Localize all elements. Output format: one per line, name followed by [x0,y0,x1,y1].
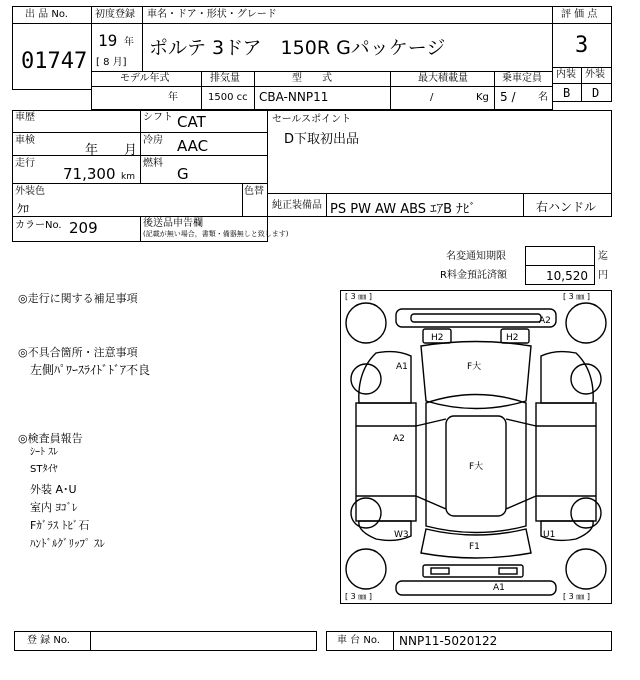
inspector-item: STﾀｲﾔ [30,464,58,475]
registration-year: 19 [98,31,118,50]
car-name-label: 車名・ドア・形状・グレード [147,9,277,20]
displacement-label: 排気量 [210,73,240,84]
sales-point: D下取初出品 [284,132,360,147]
shift: CAT [177,113,206,131]
type: CBA-NNP11 [259,90,329,104]
score-box [552,6,612,102]
max-load-slash: / [430,92,434,103]
ac-label: 冷房 [143,135,163,146]
registration-no-label: 登 録 No. [27,635,70,646]
shift-label: シフト [143,112,173,123]
name-change-field [525,246,595,266]
defects-item: 左側ﾊﾟﾜｰｽﾗｲﾄﾞﾄﾞｱ不良 [30,363,151,377]
first-registration-box [91,6,143,72]
damage-mark-h2-left: H2 [431,333,444,343]
displacement: 1500 cc [208,92,248,103]
first-registration-label: 初度登録 [95,9,135,20]
exterior-color: ｸﾛ [17,202,30,216]
inspector-item: Fｶﾞﾗｽ ﾄﾋﾞ石 [30,519,90,532]
interior-grade: B [563,86,571,100]
corner-label-br: [ 3 ㎜ ] [563,592,590,601]
mileage-unit: km [121,172,135,182]
model-year-label: モデル年式 [120,73,170,84]
score-label: 評 価 点 [561,9,598,20]
corner-label-bl: [ 3 ㎜ ] [345,592,372,601]
lot-number: 01747 [21,49,88,74]
interior-grade-label: 内装 [556,69,576,80]
damage-mark-f1: F1 [469,542,480,552]
inspector-item: 室内 ﾖｺﾞﾚ [30,501,78,514]
damage-mark-h2-right: H2 [506,333,519,343]
damage-mark-a2-side: A2 [393,434,405,444]
mileage: 71,300 [63,165,116,183]
car-outline [341,291,611,603]
lot-number-label: 出 品 No. [25,9,68,20]
fuel-label: 燃料 [143,158,163,169]
recycle-unit: 円 [598,270,608,281]
score: 3 [575,33,589,58]
steering: 右ハンドル [536,200,597,214]
registration-no-box [14,631,317,651]
ac: AAC [177,137,209,155]
registration-month: [ 8 月] [96,57,127,68]
inspector-report-title: ◎検査員報告 [18,432,83,445]
sales-point-box [267,110,612,194]
damage-mark-f-roof: F大 [469,462,484,472]
spec-row [91,71,553,110]
damage-mark-w3: W3 [394,530,409,540]
color-change-label: 色替 [244,186,264,197]
color-no: 209 [69,219,98,237]
capacity-label: 乗車定員 [502,73,542,84]
damage-mark-a1-bottom: A1 [493,583,505,593]
model-year-unit: 年 [168,92,178,103]
recycle-field [525,265,595,285]
registration-year-unit: 年 [124,37,134,48]
capacity-unit: 名 [538,92,548,103]
recycle-label: R料金預託済額 [440,270,507,281]
damage-mark-u1: U1 [543,530,556,540]
inspector-item: 外装 A･U [30,483,77,496]
inspector-item: ｼｰﾄ ｽﾚ [30,447,59,458]
inspection-label: 車検 [15,135,35,146]
inspector-item: ﾊﾝﾄﾞﾙｸﾞﾘｯﾌﾟ ｽﾚ [30,537,105,550]
chassis-no-box [326,631,612,651]
damage-mark-a2-top: A2 [539,316,551,326]
name-change-unit: 迄 [598,251,608,262]
chassis-no: NNP11-5020122 [399,634,498,648]
chassis-no-label: 車 台 No. [337,635,380,646]
sales-point-label: セールスポイント [272,114,352,125]
after-note: (記載が無い場合，書類・備器無しと致します) [143,230,289,238]
car-diagram [340,290,612,604]
inspection-value: 年 月 [85,143,138,158]
exterior-grade-label: 外装 [585,69,605,80]
max-load-unit: Kg [476,92,489,103]
corner-label-tr: [ 3 ㎜ ] [563,292,590,301]
exterior-grade: D [592,86,600,100]
after-label: 後送品申告欄 [143,218,203,229]
details-box [12,110,289,242]
max-load-label: 最大積載量 [418,73,468,84]
equipment-label: 純正装備品 [272,200,322,211]
mileage-label: 走行 [15,158,35,169]
driving-notes-title: ◎走行に関する補足事項 [18,292,138,305]
capacity: 5 / [500,90,516,104]
equipment-box [267,193,612,217]
corner-label-tl: [ 3 ㎜ ] [345,292,372,301]
lot-number-box [12,6,92,90]
car-name: ポルテ 3ドア 150R Gパッケージ [149,37,446,59]
damage-mark-f-hood: F大 [467,362,482,372]
exterior-color-label: 外装色 [15,186,45,197]
car-name-box [142,6,553,72]
color-no-label: カラーNo. [15,220,62,231]
type-label: 型 式 [292,73,332,84]
name-change-label: 名変通知期限 [446,251,506,262]
equipment: PS PW AW ABS ｴｱB ﾅﾋﾞ [330,202,476,217]
damage-mark-a1-side: A1 [396,362,408,372]
fuel: G [177,165,189,183]
recycle-value: 10,520 [546,269,588,283]
defects-title: ◎不具合箇所・注意事項 [18,346,138,359]
history-label: 車歴 [15,112,35,123]
